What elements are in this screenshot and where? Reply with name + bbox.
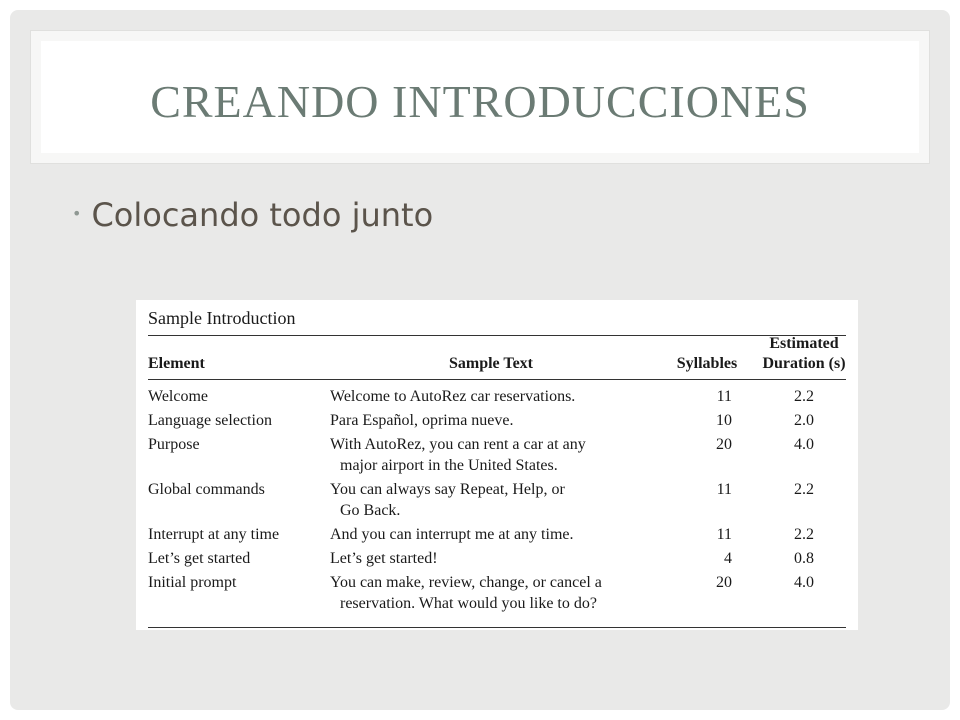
- cell-element: Initial prompt: [148, 574, 237, 591]
- bullet-text: Colocando todo junto: [91, 196, 434, 234]
- table-caption: Sample Introduction: [148, 308, 296, 328]
- cell-element: Purpose: [148, 436, 200, 453]
- bullet-icon: •: [72, 203, 82, 223]
- cell-text: [330, 572, 652, 617]
- table-row: [148, 410, 846, 434]
- cell-element: Interrupt at any time: [148, 526, 280, 543]
- cell-syllables: 20: [716, 574, 732, 591]
- cell-text: [330, 386, 652, 410]
- cell-syllables: 10: [716, 412, 732, 429]
- cell-duration: 0.8: [794, 550, 814, 567]
- cell-element: Global commands: [148, 481, 265, 498]
- cell-syllables: 11: [716, 526, 732, 543]
- table-row: [148, 572, 846, 617]
- cell-text-line1: You can always say Repeat, Help, or: [330, 481, 565, 498]
- table-row: [148, 434, 846, 479]
- table-row: [148, 479, 846, 524]
- cell-text: [330, 410, 652, 434]
- cell-syllables: 11: [716, 481, 732, 498]
- header-duration-line1: Estimated: [769, 335, 839, 352]
- bottom-rule: [148, 627, 846, 628]
- cell-syllables: 20: [716, 436, 732, 453]
- cell-text: [330, 434, 652, 479]
- header-sample-text: Sample Text: [448, 355, 533, 372]
- cell-duration: 2.2: [794, 388, 814, 405]
- table-row: [148, 524, 846, 548]
- cell-element: Let’s get started: [148, 550, 251, 567]
- cell-text-line2: reservation. What would you like to do?: [340, 595, 597, 612]
- header-syllables: Syllables: [676, 355, 738, 372]
- data-table: [148, 330, 846, 617]
- cell-text-line1: With AutoRez, you can rent a car at any: [330, 436, 586, 453]
- title-panel: [41, 41, 919, 153]
- cell-element: Welcome: [148, 388, 209, 405]
- cell-text: [330, 524, 652, 548]
- cell-duration: 2.2: [794, 481, 814, 498]
- cell-text-line1: And you can interrupt me at any time.: [330, 526, 574, 543]
- cell-text-line2: major airport in the United States.: [340, 457, 558, 474]
- cell-duration: 4.0: [794, 574, 814, 591]
- table-row: [148, 386, 846, 410]
- cell-text-line1: Welcome to AutoRez car reservations.: [330, 388, 576, 405]
- header-duration: [762, 330, 846, 374]
- header-rule: [148, 379, 846, 380]
- cell-duration: 2.2: [794, 526, 814, 543]
- cell-duration: 2.0: [794, 412, 814, 429]
- title-frame: [30, 30, 930, 164]
- cell-text-line1: Let’s get started!: [330, 550, 438, 567]
- header-duration-line2: Duration (s): [762, 355, 846, 372]
- table-header-row: [148, 330, 846, 374]
- bullet-item: [72, 196, 433, 234]
- cell-text: [330, 548, 652, 572]
- table-row: [148, 548, 846, 572]
- slide: [10, 10, 950, 710]
- cell-text-line1: Para Español, oprima nueve.: [330, 412, 514, 429]
- cell-duration: 4.0: [794, 436, 814, 453]
- cell-text: [330, 479, 652, 524]
- sample-introduction-table: [136, 300, 858, 630]
- cell-syllables: 11: [716, 388, 732, 405]
- slide-title: CREANDO INTRODUCCIONES: [150, 76, 810, 127]
- cell-element: Language selection: [148, 412, 272, 429]
- cell-text-line2: Go Back.: [340, 502, 401, 519]
- cell-syllables: 4: [724, 550, 732, 567]
- header-element: Element: [148, 355, 205, 372]
- cell-text-line1: You can make, review, change, or cancel a: [330, 574, 602, 591]
